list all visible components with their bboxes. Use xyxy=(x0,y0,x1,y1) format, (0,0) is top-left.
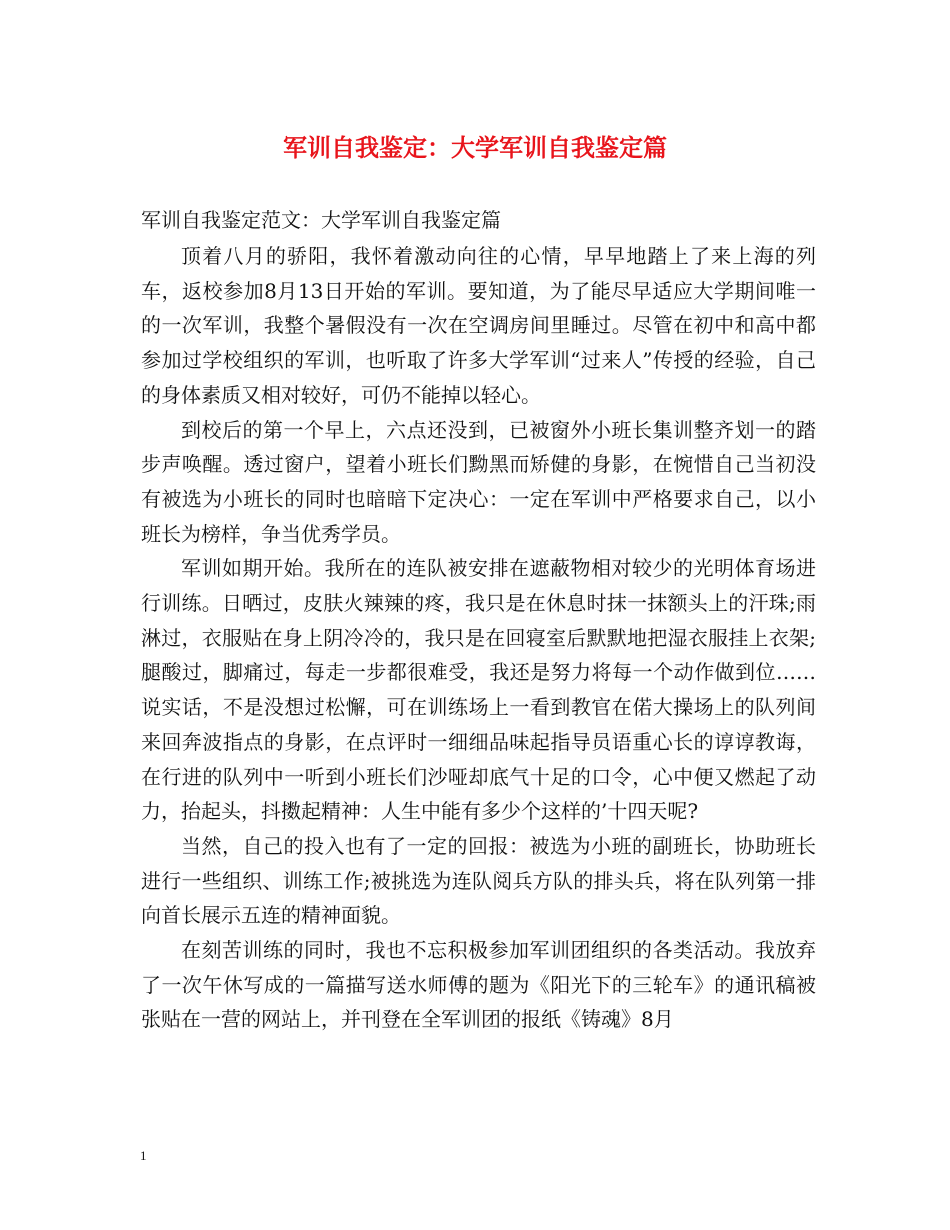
body-paragraph: 到校后的第一个早上，六点还没到，已被窗外小班长集训整齐划一的踏步声唤醒。透过窗户，望着小班长们黝黑而矫健的身影，在惋惜自己当初没有被选为小班长的同时也暗暗下定决心：一定在军训中严格要求自己，以小班长为榜样，争当优秀学员。 xyxy=(141,417,816,546)
document-body xyxy=(141,239,816,1037)
document-subtitle: 军训自我鉴定范文：大学军训自我鉴定篇 xyxy=(141,208,501,232)
body-paragraph: 在刻苦训练的同时，我也不忘积极参加军训团组织的各类活动。我放弃了一次午休写成的一篇描写送水师傅的题为《阳光下的三轮车》的通讯稿被张贴在一营的网站上，并刊登在全军训团的报纸《铸魂》8月 xyxy=(141,938,816,1032)
body-paragraph: 当然，自己的投入也有了一定的回报：被选为小班的副班长，协助班长进行一些组织、训练工作;被挑选为连队阅兵方队的排头兵，将在队列第一排向首长展示五连的精神面貌。 xyxy=(141,833,816,928)
body-paragraph: 军训如期开始。我所在的连队被安排在遮蔽物相对较少的光明体育场进行训练。日晒过，皮肤火辣辣的疼，我只是在休息时抹一抹额头上的汗珠;雨淋过，衣服贴在身上阴冷冷的，我只是在回寝室后默默地把湿衣服挂上衣架;腿酸过，脚痛过，每走一步都很难受，我还是努力将每一个动作做到位……说实话，不是没想过松懈，可在训练场上一看到教官在偌大操场上的队列间来回奔波指点的身影，在点评时一细细品味起指导员语重心长的谆谆教诲，在行进的队列中一听到小班长们沙哑却底气十足的口令，心中便又燃起了动力，抬起头，抖擞起精神：人生中能有多少个这样的’十四天呢? xyxy=(141,556,816,824)
body-paragraph: 顶着八月的骄阳，我怀着激动向往的心情，早早地踏上了来上海的列车，返校参加8月13日开始的军训。要知道，为了能尽早适应大学期间唯一的一次军训，我整个暑假没有一次在空调房间里睡过。尽管在初中和高中都参加过学校组织的军训，也听取了许多大学军训“过来人”传授的经验，自己的身体素质又相对较好，可仍不能掉以轻心。 xyxy=(141,244,816,407)
page-number: 1 xyxy=(140,1148,147,1163)
document-title: 军训自我鉴定：大学军训自我鉴定篇 xyxy=(283,133,667,162)
